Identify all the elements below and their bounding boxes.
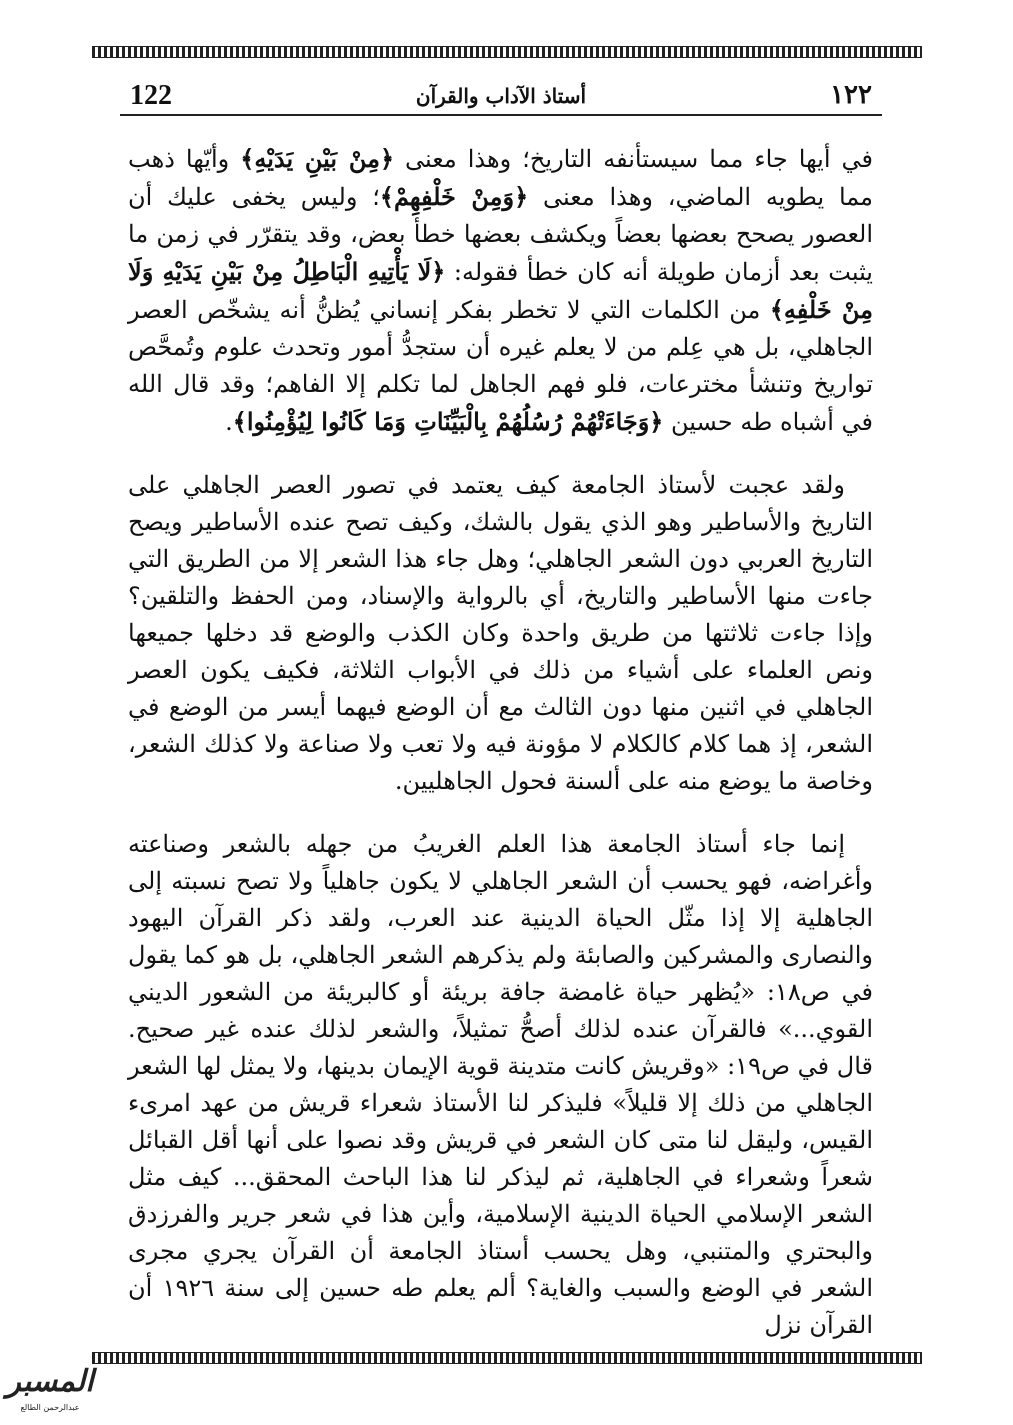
paragraph-3 <box>128 826 873 1344</box>
page-number-arabic: ١٢٢ <box>830 80 872 110</box>
quran-verse: ﴿وَمِنْ خَلْفِهِمْ﴾ <box>379 182 529 211</box>
page-header <box>120 78 882 116</box>
body-text <box>128 140 873 1344</box>
paragraph-2 <box>128 467 873 800</box>
library-stamp-logo <box>6 1362 94 1422</box>
text-segment: . <box>225 408 233 436</box>
stamp-main-text: المسبر <box>6 1364 94 1399</box>
text-segment: إنما جاء أستاذ الجامعة هذا العلم الغريبُ من جهله بالشعر وصناعته وأغراضه، فهو يحسب أن الشعر الجاهلي لا يكون جاهلياً ولا تصح نسبته إلى الجاهلية إلا إذا مثّل الحياة الدينية عند العرب، ولقد ذكر القرآن اليهود والنصارى والمشركين والصابئة ولم يذكرهم الشعر الجاهلي، بل هو كما يقول في ص١٨: «يُظهر حياة غامضة جافة بريئة أو كالبريئة من الشعور الديني القوي...» فالقرآن عنده لذلك أصحُّ تمثيلاً، والشعر لذلك عنده غير صحيح. قال في ص١٩: «وقريش كانت متدينة قوية الإيمان بدينها، ولا يمثل لها الشعر الجاهلي من ذلك إلا قليلاً» فليذكر لنا الأستاذ شعراء قريش من عهد امرىء القيس، وليقل لنا متى كان الشعر في قريش وقد نصوا على أنها أقل القبائل شعراً وشعراء في الجاهلية، ثم ليذكر لنا هذا الباحث المحقق... كيف مثل الشعر الإسلامي الحياة الدينية الإسلامية، وأين هذا في شعر جرير والفرزدق والبحتري والمتنبي، وهل يحسب أستاذ الجامعة أن القرآن يجري مجرى الشعر في الوضع والسبب والغاية؟ ألم يعلم طه حسين إلى سنة ١٩٢٦ أن القرآن نزل <box>128 830 874 1339</box>
running-title: أستاذ الآداب والقرآن <box>415 84 587 108</box>
quran-verse: ﴿لَا يَأْتِيهِ الْبَاطِلُ مِنْ بَيْنِ يَدَيْهِ وَلَا مِنْ خَلْفِهِ﴾ <box>128 257 873 324</box>
page-number-latin: 122 <box>130 80 172 111</box>
bottom-ornamental-border <box>92 1352 922 1364</box>
quran-verse: ﴿مِنْ بَيْنِ يَدَيْهِ﴾ <box>240 144 395 173</box>
paragraph-1 <box>128 140 873 441</box>
text-segment: في أيها جاء مما سيستأنفه التاريخ؛ وهذا معنى <box>394 145 873 173</box>
stamp-sub-text: عبدالرحمن الطالع <box>20 1403 80 1412</box>
top-ornamental-border <box>92 46 922 58</box>
text-segment: ؛ وليس يخفى عليك أن العصور يصحح بعضها بعضاً ويكشف بعضها خطأ بعض، وقد يتقرّر في زمن ما يثبت بعد أزمان طويلة أنه كان خطأ فقوله: <box>128 183 873 286</box>
quran-verse: ﴿وَجَاءَتْهُمْ رُسُلُهُمْ بِالْبَيِّنَاتِ وَمَا كَانُوا لِيُؤْمِنُوا﴾ <box>232 407 664 436</box>
text-segment: وأيّها ذهب مما يطويه الماضي، وهذا معنى <box>128 145 873 211</box>
text-segment: ولقد عجبت لأستاذ الجامعة كيف يعتمد في تصور العصر الجاهلي على التاريخ والأساطير وهو الذي يقول بالشك، وكيف تصح عنده الأساطير ويصح التاريخ العربي دون الشعر الجاهلي؛ وهل جاء هذا الشعر إلا من الطريق التي جاءت منها الأساطير والتاريخ، أي بالرواية والإسناد، ومن الحفظ والتلقين؟ وإذا جاءت ثلاثتها من طريق واحدة وكان الكذب والوضع قد دخلها جميعها ونص العلماء على أشياء من ذلك في الأبواب الثلاثة، فكيف يكون العصر الجاهلي في اثنين منها دون الثالث مع أن الوضع فيهما أيسر من الوضع في الشعر، إذ هما كلام كالكلام لا مؤونة فيه ولا تعب ولا صناعة ولا كذلك الشعر، وخاصة ما يوضع منه على ألسنة فحول الجاهليين. <box>128 471 873 795</box>
text-segment: من الكلمات التي لا تخطر بفكر إنساني يُظنُّ أنه يشخّص العصر الجاهلي، بل هي عِلم من لا يعلم غيره أن ستجدُّ أمور وتحدث علوم وتُمحَّص تواريخ وتنشأ مخترعات، فلو فهم الجاهل لما تكلم إلا الفاهم؛ وقد قال الله في أشباه طه حسين <box>128 296 873 436</box>
